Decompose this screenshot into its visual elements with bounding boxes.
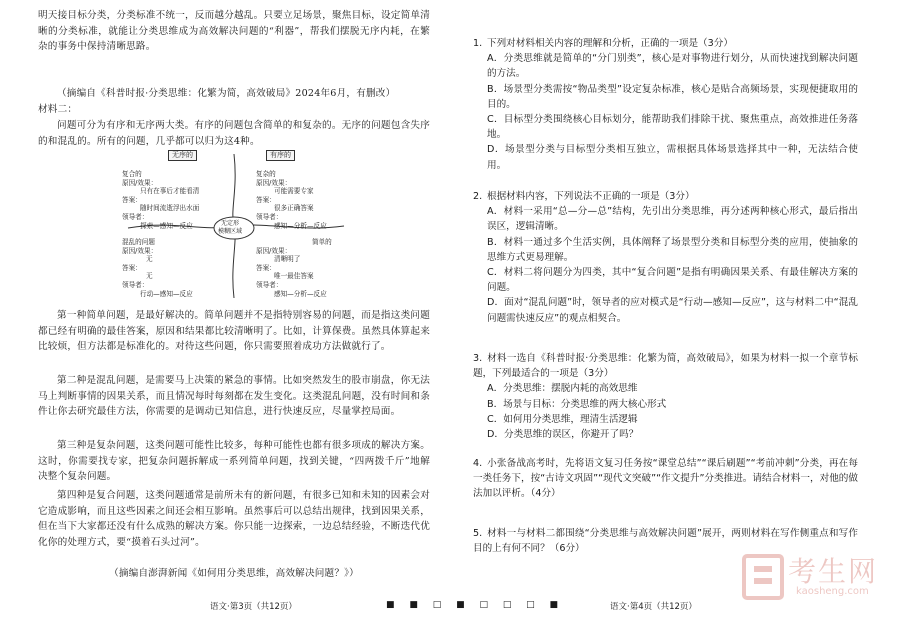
page-footer-right: 语文·第4页（共12页） <box>610 602 697 612</box>
tag-unordered: 无序的 <box>168 150 197 161</box>
q2-option-c[interactable]: C．材料二将问题分为四类，其中“复合问题”是指有明确因果关系、有最佳解决方案的问题。 <box>487 267 858 294</box>
source-note-1: （摘编自《科普时报·分类思维：化繁为简，高效破局》2024年6月，有删改） <box>57 88 396 99</box>
para-simple-problem: 第一种简单问题，是最好解决的。简单问题并不是指特别容易的问题，而是指这类问题都已经有明确的最佳答案，原因和结果都比较清晰明了。比如，计算保费。虽然具体算起来比较烦，但方法都是标准化的。对待这些问题，你只需要照着成功方法做就行了。 <box>38 310 430 353</box>
q1-option-a[interactable]: A．分类思维就是简单的“分门别类”，核心是对事物进行划分，从而快速找到解决问题的方法。 <box>487 53 858 80</box>
watermark-url: kaosheng.com <box>796 586 869 597</box>
source-note-2: （摘编自澎湃新闻《如何用分类思维，高效解决问题？》） <box>109 568 359 579</box>
page-footer-left: 语文·第3页（共12页） <box>210 602 297 612</box>
q3-option-b[interactable]: B．场景与目标：分类思维的两大核心形式 <box>487 398 667 410</box>
quadrant-simple: 简单的 原因/效果： 清晰明了 答案： 唯一最佳答案 领导者： 感知—分析—反应 <box>256 238 332 298</box>
q3-option-c[interactable]: C．如何用分类思维，理清生活逻辑 <box>487 413 638 425</box>
q1-option-d[interactable]: D．场景型分类与目标型分类相互独立，需根据具体场景选择其中一种，无法结合使用。 <box>487 144 858 171</box>
problem-type-diagram <box>118 150 350 300</box>
material-2-intro: 问题可分为有序和无序两大类。有序的问题包含简单的和复杂的。无序的问题包含失序的和混乱的。所有的问题，几乎都可以归为这4种。 <box>38 120 430 147</box>
question-3-stem: 材料一选自《科普时报·分类思维：化繁为简，高效破局》，如果为材料一拟一个章节标题，下列最适合的一项是（3分） <box>473 353 858 380</box>
question-5: 5. 材料一与材料二都围绕“分类思维与高效解决问题”展开，两则材料在写作侧重点和写作目的上有何不同？（6分） <box>473 528 858 555</box>
watermark-logo <box>742 552 882 602</box>
binding-marks: ■ ■ □ ■ □ □ □ ■ <box>386 600 565 610</box>
para-complex-problem: 第四种是复合问题，这类问题通常是前所未有的新问题，有很多已知和未知的因素会对它造成影响，而且这些因素之间还会相互影响。虽然事后可以总结出规律，找到因果关系，但在当下大家都还没有什么成熟的解决方案。你只能一边探索，一边总结经验，不断迭代优化你的处理方式，要“摸着石头过河”。 <box>38 490 430 548</box>
question-2: 2. 根据材料内容，下列说法不正确的一项是（3分） A．材料一采用“总—分—总”结构，先引出分类思维，再分述两种核心形式，最后指出误区，逻辑清晰。 B．材料一通过多个生活实例，具体阐释了场景型分类和目标型分类的应用，使抽象的思维方式更易理解。 C．材料二将问题分为四类，其中“复合问题”是指有明确因果关系、有最佳解决方案的问题。 D．面对“混乱问题”时，领导者的应对模式是“行动—感知—反应”，这与材料二中“混乱问题需快速反应”的观点相契合。 <box>473 189 858 326</box>
q3-option-a[interactable]: A．分类思维：摆脱内耗的高效思维 <box>487 383 638 395</box>
center-fuzzy-region: 无定形 模糊区域 <box>218 220 243 235</box>
q2-option-b[interactable]: B．材料一通过多个生活实例，具体阐释了场景型分类和目标型分类的应用，使抽象的思维方式更易理解。 <box>487 236 858 263</box>
q3-option-d[interactable]: D．分类思维的误区，你避开了吗？ <box>487 429 639 441</box>
watermark-text: 考生网 <box>788 555 879 588</box>
question-4: 4. 小张备战高考时，先将语文复习任务按“课堂总结”“课后刷题”“考前冲刺”分类，再在每一类任务下，按“古诗文巩固”“现代文突破”“作文提升”分类推进。请结合材料一，对他的做法加以评析。（4分） <box>473 458 858 500</box>
tag-ordered: 有序的 <box>266 150 295 161</box>
para-chaotic-problem: 第二种是混乱问题，是需要马上决策的紧急的事情。比如突然发生的股市崩盘，你无法马上判断事情的因果关系，而且情况每时每刻都在发生变化。这类混乱问题，没有时间和条件让你去研究最佳方法，你需要的是调动已知信息，进行快速反应，尽量掌控局面。 <box>38 375 430 418</box>
top-paragraph: 明天接目标分类，分类标准不统一，反而越分越乱。只要立足场景，聚焦目标，设定简单清晰的分类标准，就能让分类思维成为高效解决问题的“利器”，帮我们摆脱无序内耗，在繁杂的事务中保持清晰思路。 <box>38 10 430 53</box>
q2-option-a[interactable]: A．材料一采用“总—分—总”结构，先引出分类思维，再分述两种核心形式，最后指出误区，逻辑清晰。 <box>487 206 858 233</box>
quadrant-complicated: 复杂的 原因/效果： 可能需要专家 答案： 很多正确答案 领导者： 感知—分析—反应 <box>256 170 327 230</box>
question-1: 1. 下列对材料相关内容的理解和分析，正确的一项是（3分） A．分类思维就是简单的“分门别类”，核心是对事物进行划分，从而快速找到解决问题的方法。 B．场景型分类需按“物品类型”设定复杂标准，核心是贴合高频场景，实现便捷取用的目的。 C．目标型分类围绕核心目标划分，能帮助我们排除干扰、聚焦重点，高效推进任务落地。 D．场景型分类与目标型分类相互独立，需根据具体场景选择其中一种，无法结合使用。 <box>473 36 858 173</box>
question-1-stem: 下列对材料相关内容的理解和分析，正确的一项是（3分） <box>487 38 733 49</box>
quadrant-chaotic: 混乱的问题 原因/效果： 无 答案： 无 领导者： 行动—感知—反应 <box>122 238 193 298</box>
question-4-stem: 小张备战高考时，先将语文复习任务按“课堂总结”“课后刷题”“考前冲刺”分类，再在每一类任务下，按“古诗文巩固”“现代文突破”“作文提升”分类推进。请结合材料一，对他的做法加以评析。（4分） <box>473 458 858 500</box>
watermark-emblem-icon <box>742 554 784 600</box>
question-2-stem: 根据材料内容，下列说法不正确的一项是（3分） <box>487 191 695 202</box>
question-5-stem: 材料一与材料二都围绕“分类思维与高效解决问题”展开，两则材料在写作侧重点和写作目的上有何不同？（6分） <box>473 528 858 555</box>
question-3: 3. 材料一选自《科普时报·分类思维：化繁为简，高效破局》，如果为材料一拟一个章节标题，下列最适合的一项是（3分） A．分类思维：摆脱内耗的高效思维 B．场景与目标：分类思维的两大核心形式 C．如何用分类思维，理清生活逻辑 D．分类思维的误区，你避开了吗？ <box>473 351 858 442</box>
material-2-label: 材料二： <box>38 104 78 115</box>
q1-option-b[interactable]: B．场景型分类需按“物品类型”设定复杂标准，核心是贴合高频场景，实现便捷取用的目的。 <box>487 83 858 110</box>
para-complicated-problem: 第三种是复杂问题，这类问题可能性比较多，每种可能性也都有很多项成的解决方案。这时，你需要找专家，把复杂问题拆解成一系列简单问题，找到关键，“四两拨千斤”地解决整个复杂问题。 <box>38 440 430 483</box>
q1-option-c[interactable]: C．目标型分类围绕核心目标划分，能帮助我们排除干扰、聚焦重点，高效推进任务落地。 <box>487 114 858 141</box>
q2-option-d[interactable]: D．面对“混乱问题”时，领导者的应对模式是“行动—感知—反应”，这与材料二中“混乱问题需快速反应”的观点相契合。 <box>487 297 858 324</box>
quadrant-complex: 复合的 原因/效果： 只有在事后才能看清 答案： 随时间流逝浮出水面 领导者： 探索—感知—反应 <box>122 170 200 230</box>
